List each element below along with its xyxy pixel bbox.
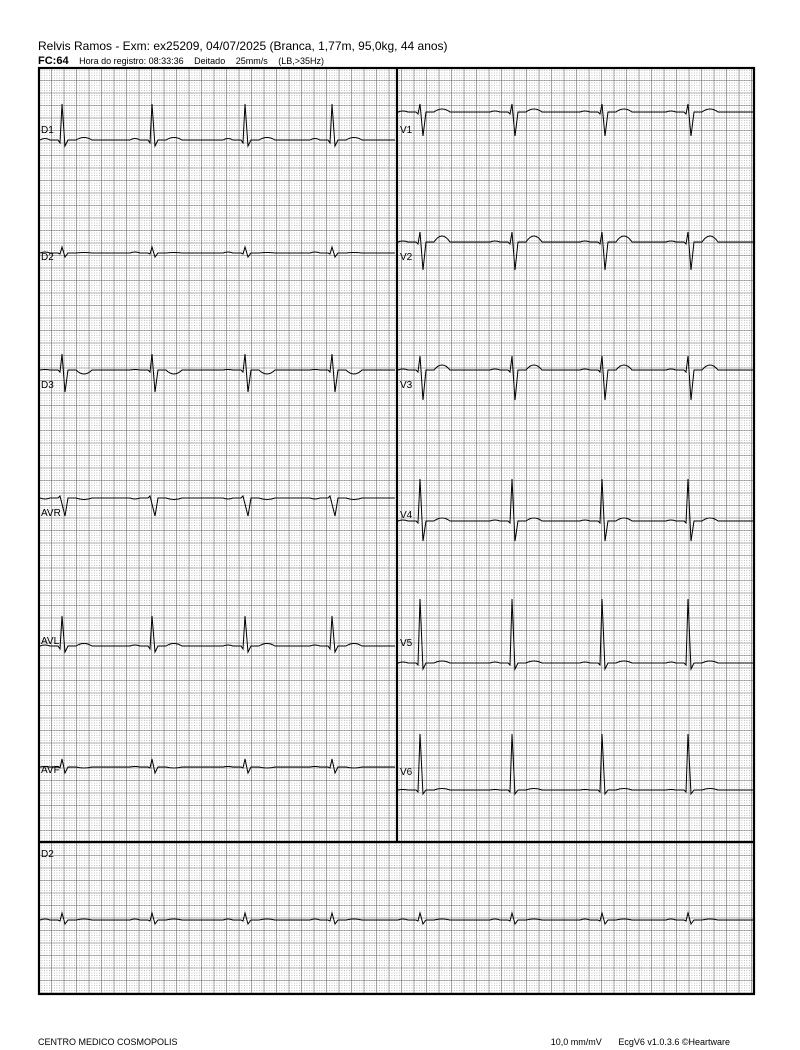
- lead-label-v3: V3: [400, 380, 413, 391]
- lead-label-v4: V4: [400, 510, 413, 521]
- footer-info: [537, 1037, 730, 1047]
- trace-rhythm-d2: [40, 913, 753, 924]
- lead-label-v1: V1: [400, 125, 413, 136]
- lead-label-avf: AVF: [41, 765, 60, 776]
- heart-rate: FC:64: [38, 55, 69, 67]
- gain-setting: 10,0 mm/mV: [550, 1037, 602, 1047]
- lead-label-d3: D3: [41, 380, 54, 391]
- software-version: EcgV6 v1.0.3.6 ©Heartware: [618, 1037, 730, 1047]
- paper-speed: 25mm/s: [235, 56, 268, 66]
- filter-setting: (LB,>35Hz): [278, 56, 325, 66]
- trace-avl: [40, 616, 395, 652]
- lead-label-rhythm-d2: D2: [41, 849, 54, 860]
- lead-label-avr: AVR: [41, 508, 61, 519]
- lead-label-v6: V6: [400, 767, 413, 778]
- lead-label-d1: D1: [41, 125, 54, 136]
- lead-label-d2: D2: [41, 252, 54, 263]
- record-time: Hora do registro: 08:33:36: [79, 56, 184, 66]
- lead-label-v2: V2: [400, 252, 413, 263]
- lead-label-avl: AVL: [41, 636, 60, 647]
- lead-label-v5: V5: [400, 638, 413, 649]
- patient-info: Relvis Ramos - Exm: ex25209, 04/07/2025 (Branca, 1,77m, 95,0kg, 44 anos): [38, 39, 448, 53]
- patient-position: Deitado: [194, 56, 226, 66]
- clinic-name: CENTRO MEDICO COSMOPOLIS: [38, 1037, 178, 1047]
